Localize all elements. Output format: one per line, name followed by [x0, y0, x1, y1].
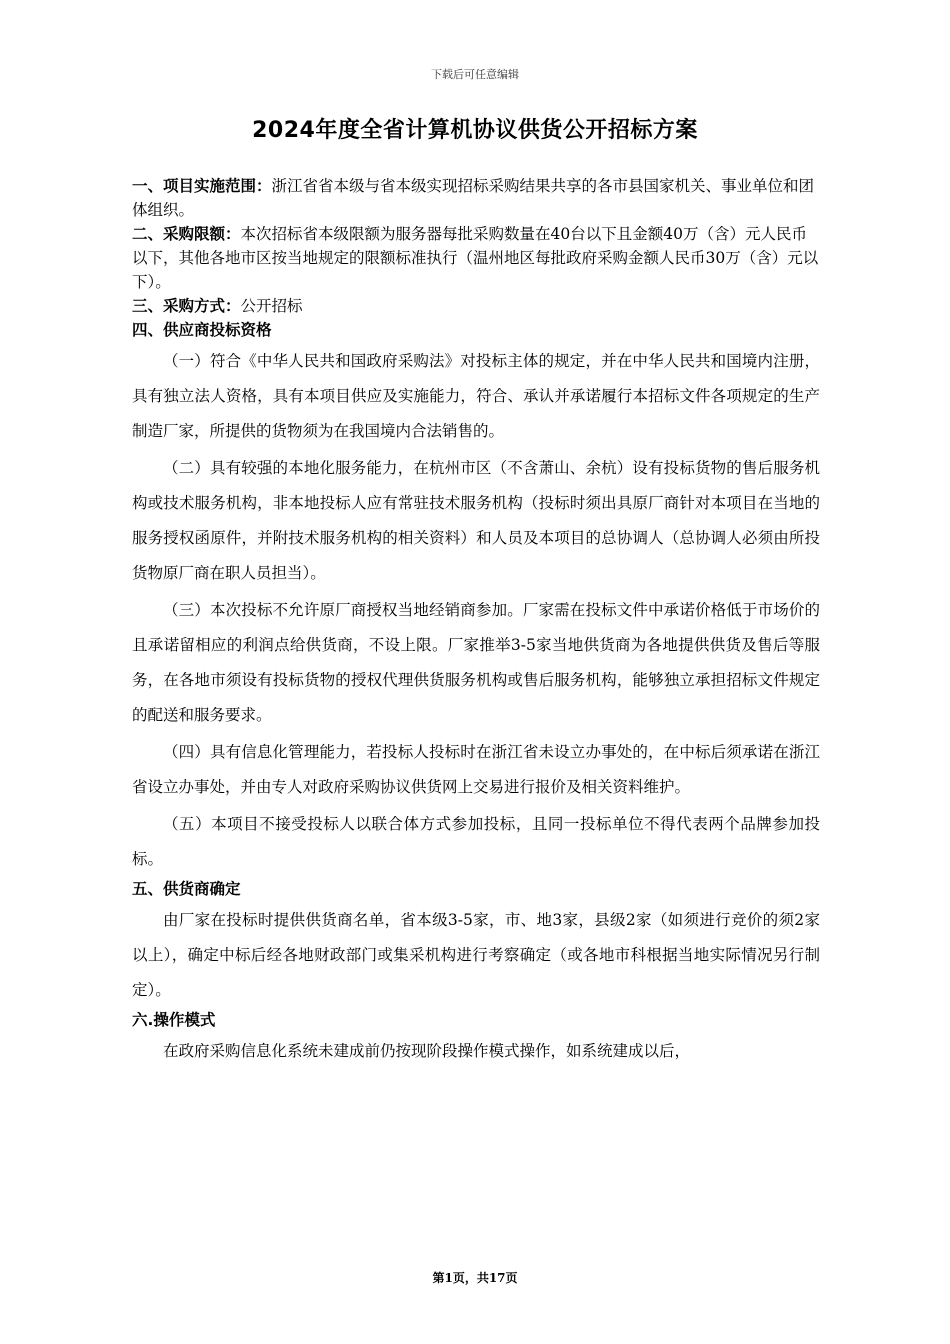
- section-6-heading: 六.操作模式: [132, 1011, 216, 1029]
- section-4-paragraph-3: （三）本次投标不允许原厂商授权当地经销商参加。厂家需在投标文件中承诺价格低于市场价的且承诺留相应的利润点给供货商，不设上限。厂家推举3-5家当地供货商为各地提供供货及售后等服务，在各地市须设有投标货物的授权代理供货服务机构或售后服务机构，能够独立承担招标文件规定的配送和服务要求。: [132, 601, 820, 724]
- section-3-text: 公开招标: [240, 297, 303, 315]
- section-4-paragraph-2: （二）具有较强的本地化服务能力，在杭州市区（不含萧山、余杭）设有投标货物的售后服务机构或技术服务机构，非本地投标人应有常驻技术服务机构（投标时须出具原厂商针对本项目在当地的服务授权函原件，并附技术服务机构的相关资料）和人员及本项目的总协调人（总协调人必须由所投货物原厂商在职人员担当）。: [132, 459, 820, 582]
- section-1-text: 浙江省省本级与省本级实现招标采购结果共享的各市县国家机关、事业单位和团体组织。: [132, 177, 815, 219]
- section-2: [132, 222, 820, 294]
- section-1: [132, 174, 820, 222]
- section-3-label: 三、采购方式：: [132, 297, 241, 315]
- section-6-paragraph-1: 在政府采购信息化系统未建成前仍按现阶段操作模式操作，如系统建成以后，: [163, 1042, 691, 1060]
- section-4-paragraph-5: （五）本项目不接受投标人以联合体方式参加投标，且同一投标单位不得代表两个品牌参加投标。: [132, 815, 820, 868]
- section-5-heading: 五、供货商确定: [132, 880, 241, 898]
- header-note: 下载后可任意编辑: [431, 68, 519, 81]
- section-2-text: 本次招标省本级限额为服务器每批采购数量在40台以下且金额40万（含）元人民币以下，其他各地市区按当地规定的限额标准执行（温州地区每批政府采购金额人民币30万（含）元以下）。: [132, 225, 819, 291]
- document-body: [132, 174, 820, 1069]
- section-4-paragraph-4: （四）具有信息化管理能力，若投标人投标时在浙江省未设立办事处的，在中标后须承诺在浙江省设立办事处，并由专人对政府采购协议供货网上交易进行报价及相关资料维护。: [132, 743, 820, 796]
- section-4-heading: 四、供应商投标资格: [132, 321, 272, 339]
- document-title: 2024年度全省计算机协议供货公开招标方案: [252, 118, 698, 143]
- page-number-footer: 第1页，共17页: [432, 1271, 518, 1285]
- section-1-label: 一、项目实施范围：: [132, 177, 272, 195]
- section-4-paragraph-1: （一）符合《中华人民共和国政府采购法》对投标主体的规定，并在中华人民共和国境内注册，具有独立法人资格，具有本项目供应及实施能力，符合、承认并承诺履行本招标文件各项规定的生产制造厂家，所提供的货物须为在我国境内合法销售的。: [132, 352, 820, 440]
- section-3: [132, 294, 820, 318]
- section-2-label: 二、采购限额：: [132, 225, 241, 243]
- section-5-paragraph-1: 由厂家在投标时提供供货商名单，省本级3-5家，市、地3家，县级2家（如须进行竞价的须2家以上），确定中标后经各地财政部门或集采机构进行考察确定（或各地市科根据当地实际情况另行制定）。: [132, 911, 820, 999]
